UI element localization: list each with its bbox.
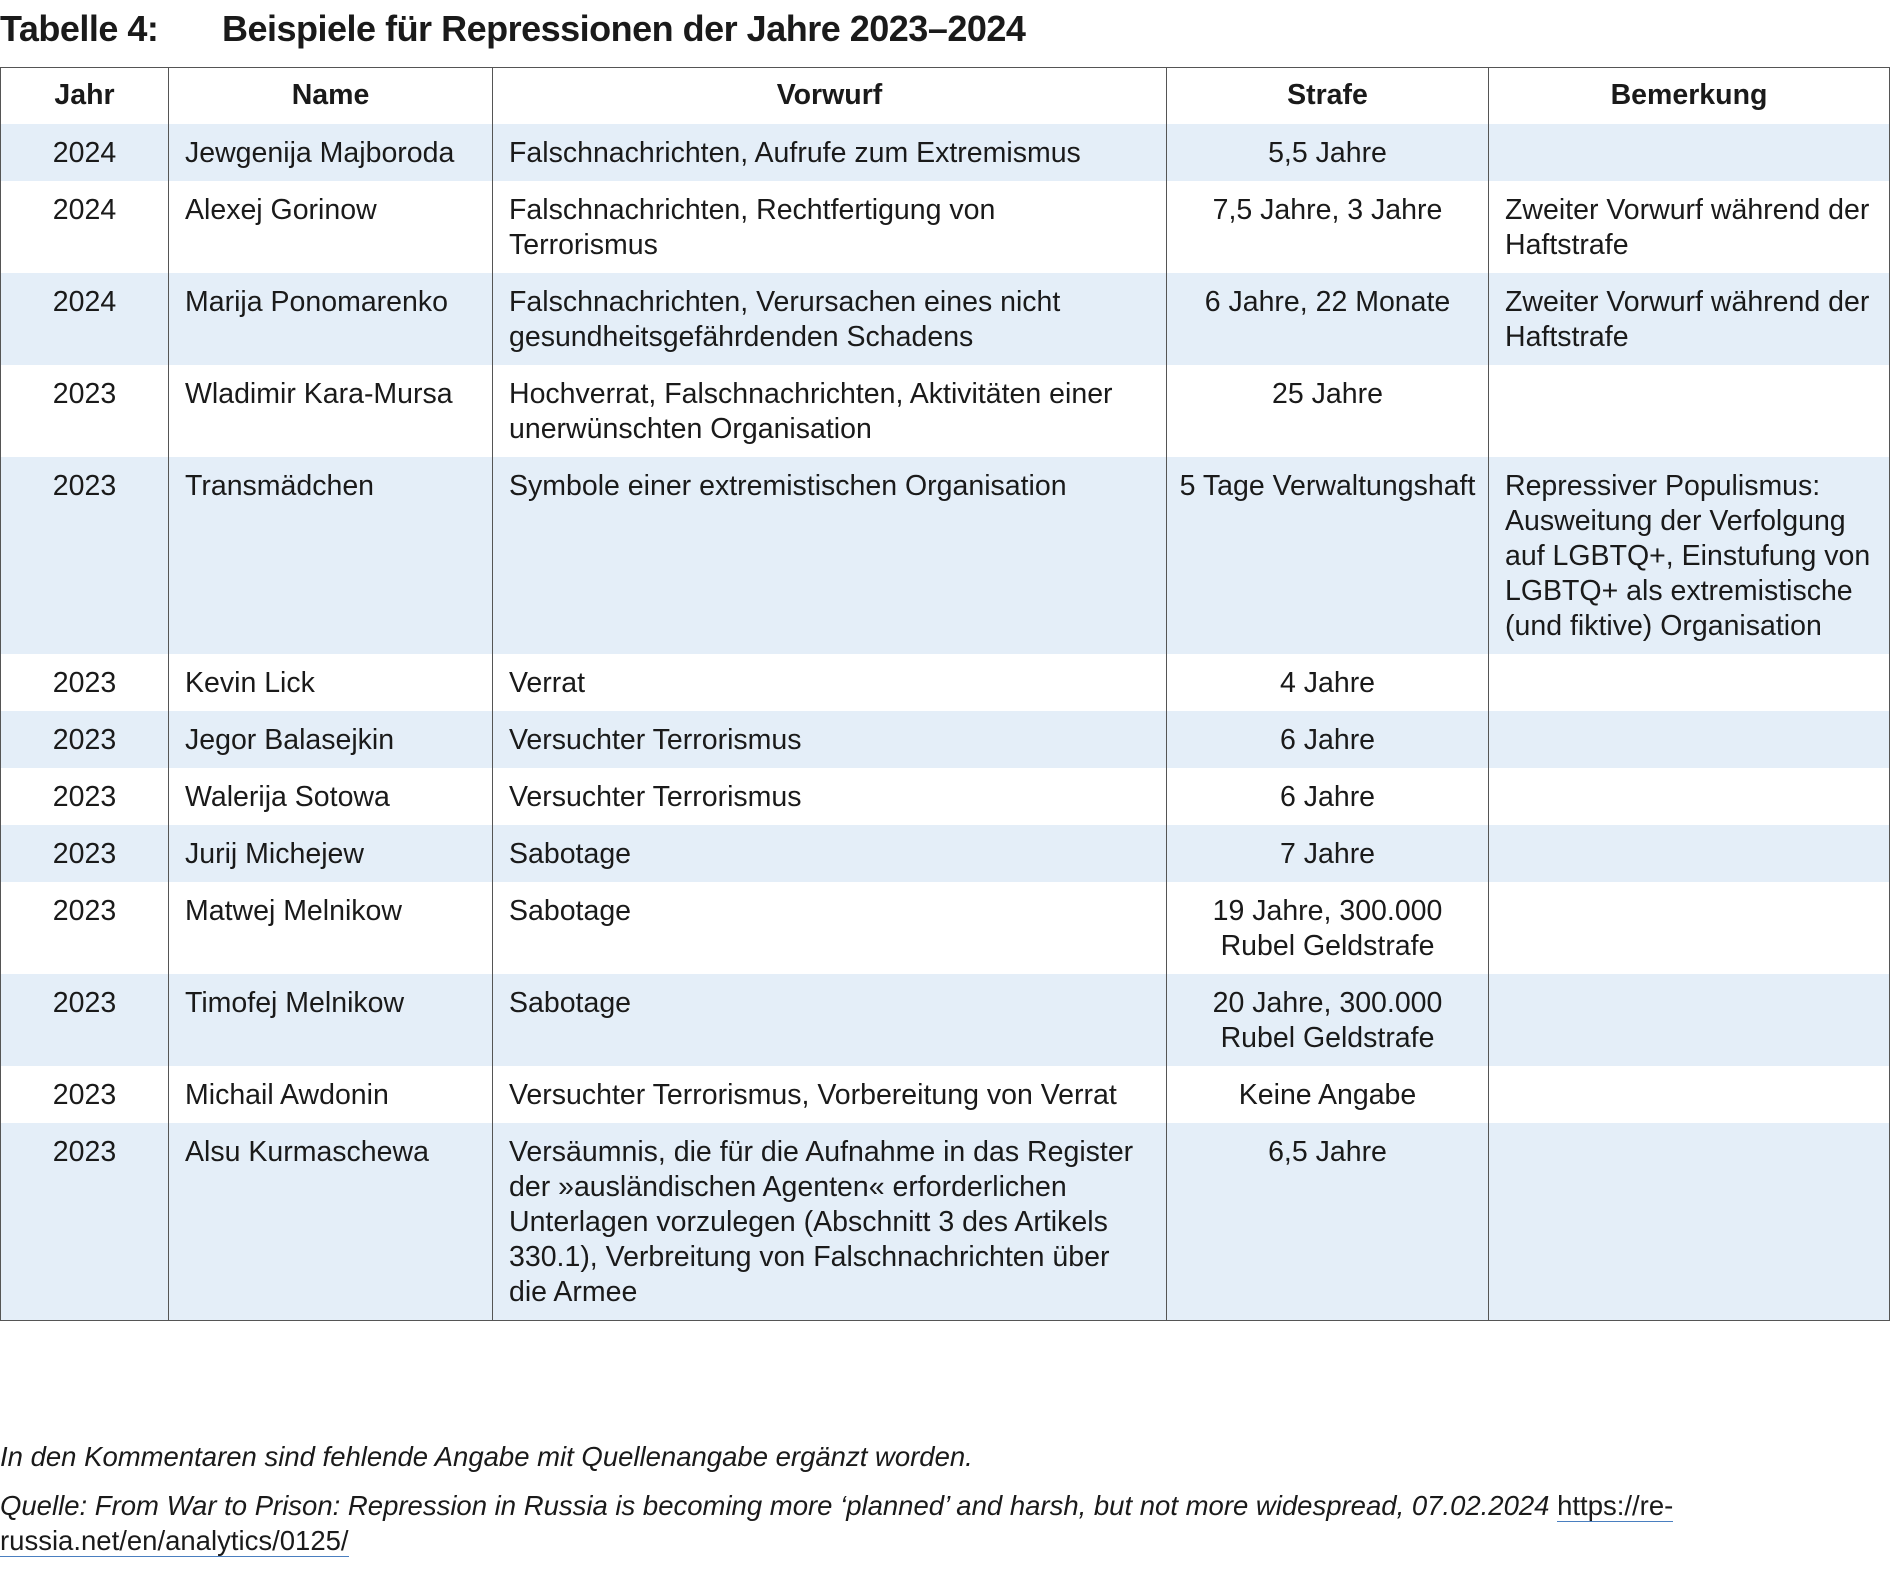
cell-strafe: 5,5 Jahre xyxy=(1167,124,1489,181)
cell-vorwurf: Sabotage xyxy=(493,974,1167,1066)
cell-strafe: 7,5 Jahre, 3 Jahre xyxy=(1167,181,1489,273)
cell-name: Timofej Melnikow xyxy=(169,974,493,1066)
cell-name: Jegor Balasejkin xyxy=(169,711,493,768)
table-row xyxy=(1,365,1890,457)
cell-name: Alsu Kurmaschewa xyxy=(169,1123,493,1321)
table-number: Tabelle 4: xyxy=(0,8,159,49)
cell-bemerkung: Zweiter Vorwurf während der Haftstrafe xyxy=(1489,273,1890,365)
table-row xyxy=(1,124,1890,181)
cell-jahr: 2023 xyxy=(1,365,169,457)
cell-bemerkung xyxy=(1489,882,1890,974)
cell-strafe: 6 Jahre xyxy=(1167,768,1489,825)
cell-vorwurf: Sabotage xyxy=(493,825,1167,882)
cell-bemerkung xyxy=(1489,768,1890,825)
cell-name: Kevin Lick xyxy=(169,654,493,711)
cell-name: Matwej Melnikow xyxy=(169,882,493,974)
table-row xyxy=(1,974,1890,1066)
table-body xyxy=(1,124,1890,1321)
cell-jahr: 2023 xyxy=(1,1066,169,1123)
cell-bemerkung xyxy=(1489,1123,1890,1321)
cell-strafe: 6 Jahre xyxy=(1167,711,1489,768)
cell-bemerkung xyxy=(1489,974,1890,1066)
table-row xyxy=(1,457,1890,654)
cell-bemerkung xyxy=(1489,654,1890,711)
cell-jahr: 2023 xyxy=(1,711,169,768)
cell-jahr: 2024 xyxy=(1,124,169,181)
cell-strafe: 25 Jahre xyxy=(1167,365,1489,457)
table-title: Beispiele für Repressionen der Jahre 2023–2024 xyxy=(222,8,1026,49)
table-row xyxy=(1,1123,1890,1321)
table-row xyxy=(1,825,1890,882)
cell-bemerkung xyxy=(1489,365,1890,457)
header-bemerkung: Bemerkung xyxy=(1489,68,1890,124)
table-caption xyxy=(0,8,1025,50)
cell-jahr: 2023 xyxy=(1,882,169,974)
table-row xyxy=(1,181,1890,273)
cell-vorwurf: Versäumnis, die für die Aufnahme in das Register der »ausländischen Agenten« erforderlichen Unterlagen vorzulegen (Abschnitt 3 des Artikels 330.1), Verbreitung von Falschnachrichten über die Armee xyxy=(493,1123,1167,1321)
table-row xyxy=(1,768,1890,825)
cell-vorwurf: Symbole einer extremistischen Organisation xyxy=(493,457,1167,654)
cell-name: Transmädchen xyxy=(169,457,493,654)
table-row xyxy=(1,711,1890,768)
source-text: Quelle: From War to Prison: Repression in Russia is becoming more ‘planned’ and harsh, but not more widespread, 07.02.2024 xyxy=(0,1490,1550,1521)
cell-vorwurf: Versuchter Terrorismus, Vorbereitung von Verrat xyxy=(493,1066,1167,1123)
header-name: Name xyxy=(169,68,493,124)
repression-table xyxy=(0,67,1890,1321)
header-vorwurf: Vorwurf xyxy=(493,68,1167,124)
cell-jahr: 2023 xyxy=(1,457,169,654)
table-row xyxy=(1,882,1890,974)
table-row xyxy=(1,273,1890,365)
cell-strafe: 20 Jahre, 300.000 Rubel Geldstrafe xyxy=(1167,974,1489,1066)
cell-jahr: 2023 xyxy=(1,1123,169,1321)
cell-name: Marija Ponomarenko xyxy=(169,273,493,365)
cell-bemerkung: Zweiter Vorwurf während der Haftstrafe xyxy=(1489,181,1890,273)
cell-bemerkung xyxy=(1489,1066,1890,1123)
cell-jahr: 2024 xyxy=(1,181,169,273)
cell-vorwurf: Sabotage xyxy=(493,882,1167,974)
source-link[interactable]: https://re-russia.net/en/analytics/0125/ xyxy=(0,1490,1674,1556)
cell-bemerkung xyxy=(1489,825,1890,882)
cell-jahr: 2023 xyxy=(1,974,169,1066)
cell-vorwurf: Versuchter Terrorismus xyxy=(493,768,1167,825)
cell-vorwurf: Verrat xyxy=(493,654,1167,711)
cell-strafe: 4 Jahre xyxy=(1167,654,1489,711)
table-row xyxy=(1,654,1890,711)
cell-vorwurf: Falschnachrichten, Verursachen eines nicht gesundheitsgefährdenden Schadens xyxy=(493,273,1167,365)
cell-vorwurf: Falschnachrichten, Rechtfertigung von Terrorismus xyxy=(493,181,1167,273)
header-jahr: Jahr xyxy=(1,68,169,124)
table-row xyxy=(1,1066,1890,1123)
cell-strafe: 6 Jahre, 22 Monate xyxy=(1167,273,1489,365)
footnote: In den Kommentaren sind fehlende Angabe mit Quellenangabe ergänzt worden. xyxy=(0,1441,973,1472)
cell-name: Alexej Gorinow xyxy=(169,181,493,273)
cell-name: Walerija Sotowa xyxy=(169,768,493,825)
cell-bemerkung: Repressiver Populismus: Ausweitung der Verfolgung auf LGBTQ+, Einstufung von LGBTQ+ als extremistische (und fiktive) Organisation xyxy=(1489,457,1890,654)
cell-strafe: 6,5 Jahre xyxy=(1167,1123,1489,1321)
header-strafe: Strafe xyxy=(1167,68,1489,124)
cell-jahr: 2023 xyxy=(1,825,169,882)
source-citation xyxy=(0,1488,1890,1558)
cell-bemerkung xyxy=(1489,711,1890,768)
cell-strafe: Keine Angabe xyxy=(1167,1066,1489,1123)
cell-name: Jurij Michejew xyxy=(169,825,493,882)
cell-name: Michail Awdonin xyxy=(169,1066,493,1123)
cell-vorwurf: Falschnachrichten, Aufrufe zum Extremismus xyxy=(493,124,1167,181)
cell-strafe: 5 Tage Verwaltungshaft xyxy=(1167,457,1489,654)
cell-bemerkung xyxy=(1489,124,1890,181)
cell-jahr: 2023 xyxy=(1,768,169,825)
cell-jahr: 2024 xyxy=(1,273,169,365)
cell-name: Jewgenija Majboroda xyxy=(169,124,493,181)
cell-jahr: 2023 xyxy=(1,654,169,711)
cell-strafe: 19 Jahre, 300.000 Rubel Geldstrafe xyxy=(1167,882,1489,974)
cell-strafe: 7 Jahre xyxy=(1167,825,1489,882)
cell-vorwurf: Versuchter Terrorismus xyxy=(493,711,1167,768)
cell-name: Wladimir Kara-Mursa xyxy=(169,365,493,457)
cell-vorwurf: Hochverrat, Falschnachrichten, Aktivitäten einer unerwünschten Organisation xyxy=(493,365,1167,457)
table-header-row xyxy=(1,68,1890,124)
